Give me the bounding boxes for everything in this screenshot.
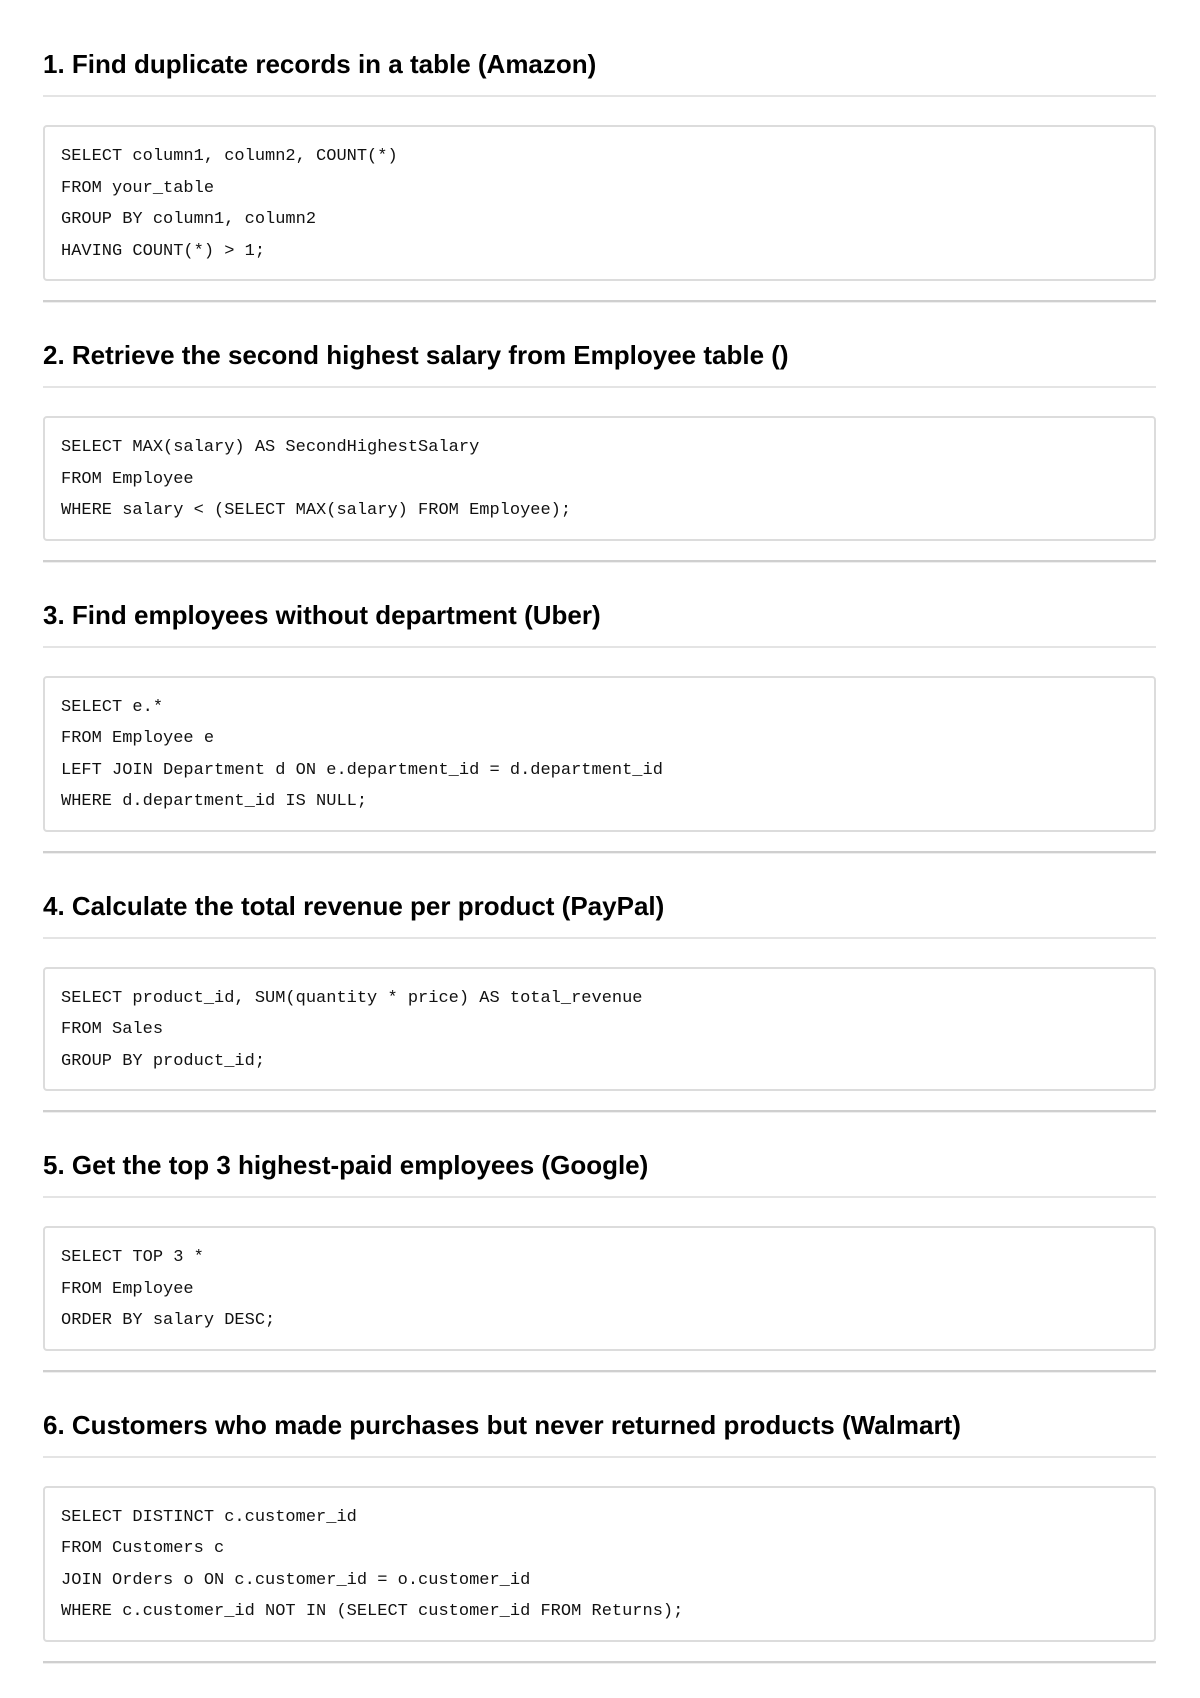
section-1: [43, 0, 1156, 303]
code-line: FROM Employee e: [61, 729, 215, 748]
section-4: [43, 854, 1156, 1114]
code-block: [43, 676, 1156, 832]
title-divider: [43, 95, 1156, 97]
code-line: WHERE d.department_id IS NULL;: [61, 792, 368, 811]
code-line: GROUP BY column1, column2: [61, 210, 317, 229]
title-divider: [43, 1196, 1156, 1198]
code-line: GROUP BY product_id;: [61, 1051, 266, 1071]
code-line: SELECT TOP 3 *: [61, 1248, 204, 1267]
code-block: [43, 1486, 1156, 1642]
section-title: 5. Get the top 3 highest-paid employees (Google): [43, 1150, 649, 1180]
code-line: WHERE salary < (SELECT MAX(salary) FROM Employee);: [61, 501, 572, 520]
code-line: FROM Customers c: [61, 1539, 225, 1558]
code-line: HAVING COUNT(*) > 1;: [61, 241, 266, 261]
code-line: JOIN Orders o ON c.customer_id = o.customer_id: [61, 1570, 531, 1590]
section-title: 4. Calculate the total revenue per product (PayPal): [43, 890, 665, 921]
code-line: FROM Sales: [61, 1020, 164, 1039]
code-line: SELECT e.*: [61, 697, 164, 717]
code-block: [43, 1226, 1156, 1351]
code-block: [43, 967, 1156, 1092]
code-line: ORDER BY salary DESC;: [61, 1311, 276, 1330]
code-line: LEFT JOIN Department d ON e.department_id = d.department_id: [61, 760, 663, 780]
section-title: 2. Retrieve the second highest salary from Employee table (): [43, 340, 789, 370]
code-line: SELECT product_id, SUM(quantity * price) AS total_revenue: [61, 988, 643, 1008]
code-line: FROM Employee: [61, 469, 194, 489]
section-5: [43, 1113, 1156, 1373]
code-block: [43, 416, 1156, 541]
section-2: [43, 303, 1156, 563]
section-6: [43, 1373, 1156, 1664]
code-line: SELECT column1, column2, COUNT(*): [61, 147, 398, 166]
section-divider: [43, 1661, 1156, 1664]
code-block: [43, 125, 1156, 281]
code-line: FROM your_table: [61, 178, 215, 198]
code-line: SELECT MAX(salary) AS SecondHighestSalary: [61, 438, 480, 457]
title-divider: [43, 386, 1156, 388]
title-divider: [43, 937, 1156, 939]
code-line: SELECT DISTINCT c.customer_id: [61, 1507, 357, 1527]
section-title: 1. Find duplicate records in a table (Amazon): [43, 49, 597, 79]
section-3: [43, 563, 1156, 854]
code-line: FROM Employee: [61, 1279, 194, 1299]
code-line: WHERE c.customer_id NOT IN (SELECT customer_id FROM Returns);: [61, 1602, 684, 1621]
section-title: 6. Customers who made purchases but never returned products (Walmart): [43, 1409, 961, 1440]
title-divider: [43, 1456, 1156, 1458]
section-title: 3. Find employees without department (Uber): [43, 599, 601, 630]
title-divider: [43, 646, 1156, 648]
